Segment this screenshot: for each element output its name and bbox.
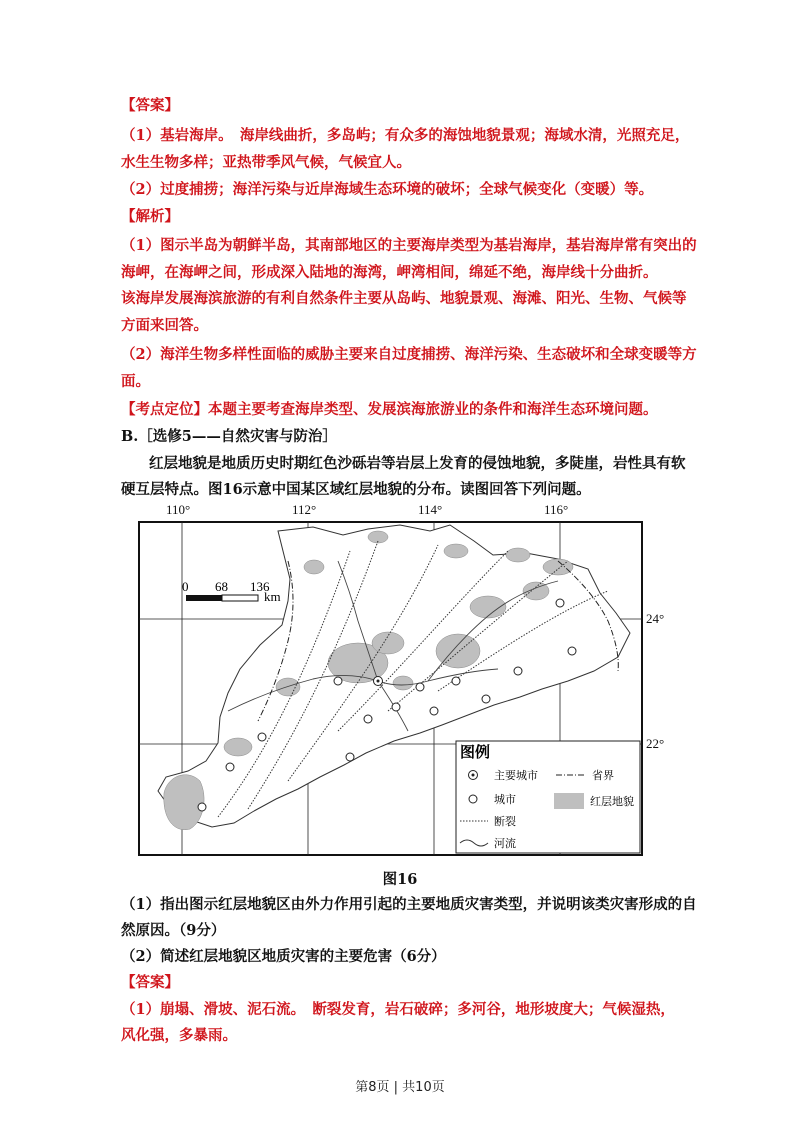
lon-label: 112° <box>292 502 317 517</box>
legend-city: 城市 <box>494 793 516 806</box>
answer-tag: 【答案】 <box>121 97 179 114</box>
red-landform-map <box>138 521 643 856</box>
figure-caption: 图16 <box>382 871 418 888</box>
lon-label: 114° <box>418 502 443 517</box>
section-paragraph: 硬互层特点。图16示意中国某区域红层地貌的分布。读图回答下列问题。 <box>121 481 591 498</box>
lon-label: 116° <box>544 502 569 517</box>
main-city-marker <box>374 677 383 686</box>
legend-main-city: 主要城市 <box>494 769 538 782</box>
scale-label-2: 136 <box>250 579 270 594</box>
analysis-line: 方面来回答。 <box>121 317 208 334</box>
answer-line: （1）崩塌、滑坡、泥石流。 断裂发育，岩石破碎；多河谷，地形坡度大；气候湿热， <box>121 1001 675 1018</box>
scale-label-1: 68 <box>215 579 228 594</box>
analysis-line: （1）图示半岛为朝鲜半岛，其南部地区的主要海岸类型为基岩海岸，基岩海岸常有突出的 <box>121 237 697 254</box>
question-line: 然原因。（9分） <box>121 922 226 939</box>
scale-unit: km <box>264 589 281 604</box>
legend-fault: 断裂 <box>494 815 516 828</box>
analysis-line: （2）海洋生物多样性面临的威胁主要来自过度捕捞、海洋污染、生态破坏和全球变暖等方 <box>121 346 697 363</box>
section-paragraph: 红层地貌是地质历史时期红色沙砾岩等岩层上发育的侵蚀地貌，多陡崖，岩性具有软 <box>149 455 686 472</box>
analysis-line: 海岬，在海岬之间，形成深入陆地的海湾，岬湾相间，绵延不绝，海岸线十分曲折。 <box>121 264 658 281</box>
lon-label: 110° <box>166 502 191 517</box>
answer-line: （1）基岩海岸。 海岸线曲折，多岛屿；有众多的海蚀地貌景观；海域水清，光照充足， <box>121 127 690 144</box>
analysis-tag: 【解析】 <box>121 208 179 225</box>
answer-tag: 【答案】 <box>121 974 179 991</box>
analysis-line: 该海岸发展海滨旅游的有利自然条件主要从岛屿、地貌景观、海滩、阳光、生物、气候等 <box>121 290 687 307</box>
legend-red-landform: 红层地貌 <box>590 795 634 808</box>
answer-line: （2）过度捕捞；海洋污染与近岸海域生态环境的破坏；全球气候变化（变暖）等。 <box>121 181 654 198</box>
scale-label-0: 0 <box>182 579 189 594</box>
lat-label: 24° <box>646 611 665 626</box>
question-line: （2）简述红层地貌区地质灾害的主要危害（6分） <box>121 948 446 965</box>
page-footer: 第8页 | 共10页 <box>355 1080 445 1095</box>
lat-label: 22° <box>646 736 665 751</box>
legend <box>456 741 640 853</box>
legend-river: 河流 <box>494 837 516 850</box>
answer-line: 风化强，多暴雨。 <box>121 1027 237 1044</box>
section-heading: B.［选修5——自然灾害与防治］ <box>121 428 337 445</box>
exam-point: 【考点定位】本题主要考查海岸类型、发展滨海旅游业的条件和海洋生态环境问题。 <box>121 401 658 418</box>
legend-title: 图例 <box>460 743 491 761</box>
question-line: （1）指出图示红层地貌区由外力作用引起的主要地质灾害类型，并说明该类灾害形成的自 <box>121 896 697 913</box>
answer-line: 水生生物多样；亚热带季风气候，气候宜人。 <box>121 154 411 171</box>
legend-province-border: 省界 <box>592 769 614 782</box>
analysis-line: 面。 <box>121 373 150 390</box>
